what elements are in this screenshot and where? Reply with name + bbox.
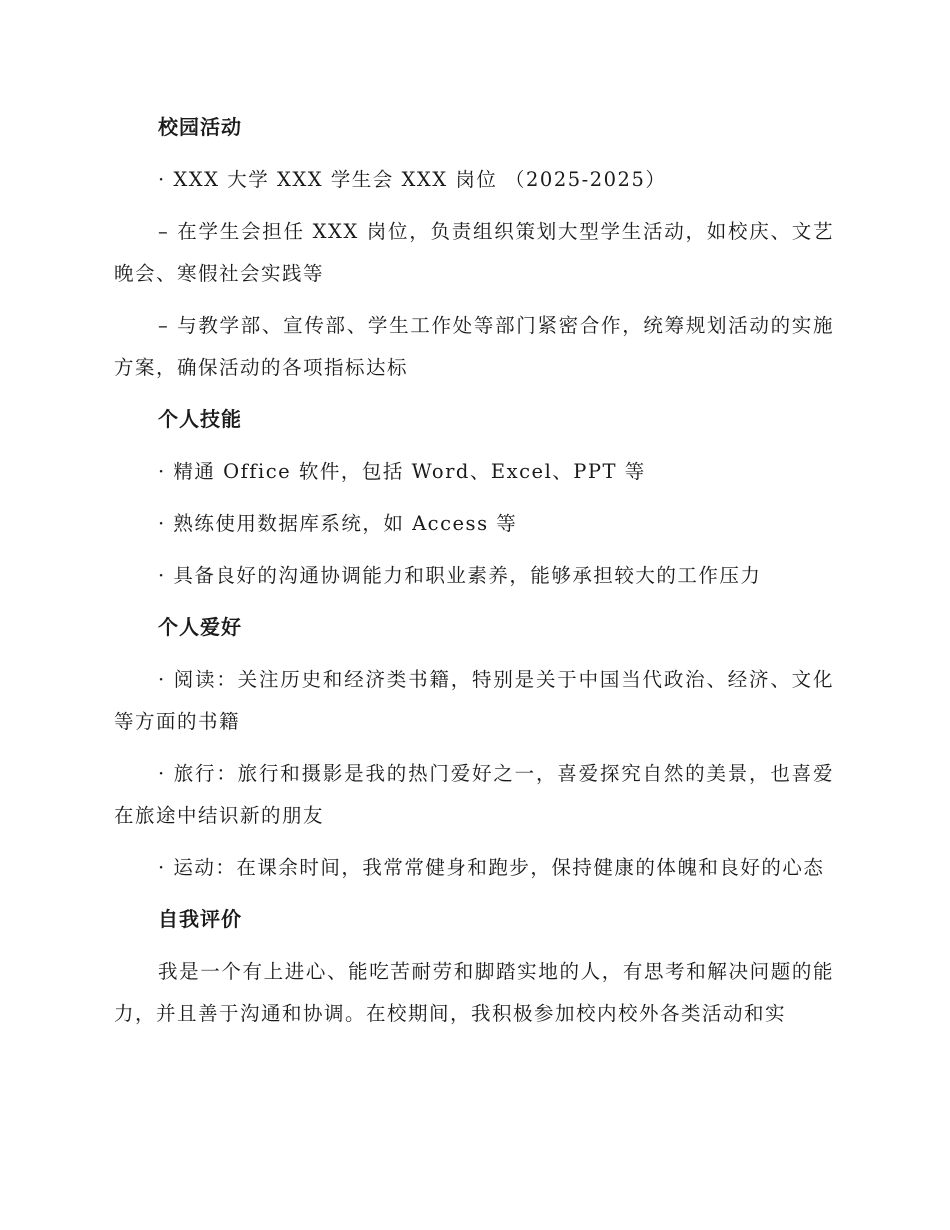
skill-item-database: · 熟练使用数据库系统，如 Access 等 bbox=[158, 512, 518, 535]
hobby-item-travel: · 旅行：旅行和摄影是我的热门爱好之一，喜爱探究自然的美景，也喜爱在旅途中结识新的朋友 bbox=[114, 762, 834, 827]
section-heading-self-evaluation: 自我评价 bbox=[158, 907, 242, 931]
campus-item-cooperation: – 与教学部、宣传部、学生工作处等部门紧密合作，统筹规划活动的实施方案，确保活动的各项指标达标 bbox=[114, 314, 834, 379]
campus-item-duty: – 在学生会担任 XXX 岗位，负责组织策划大型学生活动，如校庆、文艺晚会、寒假社会实践等 bbox=[114, 220, 834, 285]
section-heading-hobbies: 个人爱好 bbox=[158, 615, 242, 639]
self-evaluation-paragraph: 我是一个有上进心、能吃苦耐劳和脚踏实地的人，有思考和解决问题的能力，并且善于沟通和协调。在校期间，我积极参加校内校外各类活动和实 bbox=[114, 960, 834, 1025]
skill-item-communication: · 具备良好的沟通协调能力和职业素养，能够承担较大的工作压力 bbox=[158, 564, 762, 587]
hobby-item-sports: · 运动：在课余时间，我常常健身和跑步，保持健康的体魄和良好的心态 bbox=[158, 856, 825, 879]
campus-item-position: · XXX 大学 XXX 学生会 XXX 岗位 （2025-2025） bbox=[158, 168, 667, 191]
section-heading-personal-skills: 个人技能 bbox=[158, 407, 242, 431]
hobby-item-reading: · 阅读：关注历史和经济类书籍，特别是关于中国当代政治、经济、文化等方面的书籍 bbox=[114, 668, 834, 733]
skill-item-office: · 精通 Office 软件，包括 Word、Excel、PPT 等 bbox=[158, 460, 646, 483]
section-heading-campus-activities: 校园活动 bbox=[158, 115, 242, 139]
document-content bbox=[114, 107, 834, 1045]
